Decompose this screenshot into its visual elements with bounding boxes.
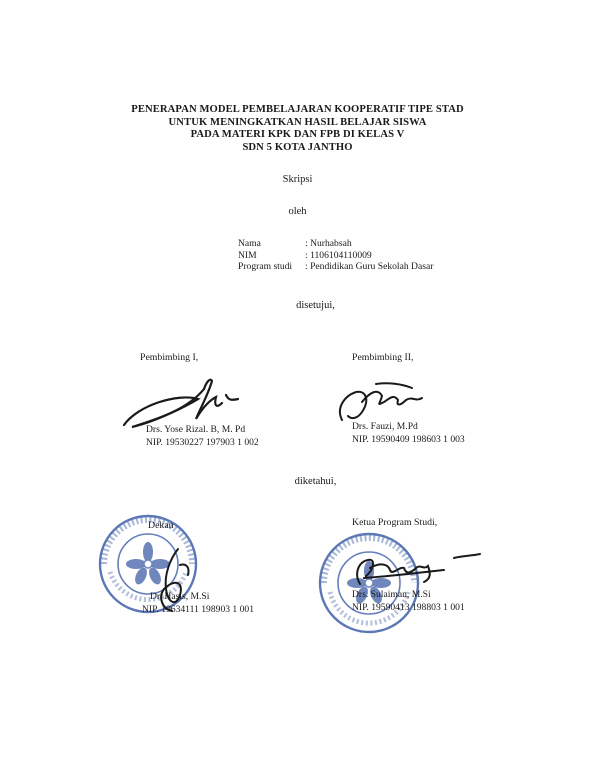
advisor1-nip: NIP. 19530227 197903 1 002 [146, 437, 259, 448]
name-row [238, 238, 433, 250]
advisor2-nip: NIP. 19590409 198603 1 003 [352, 434, 465, 445]
advisor2-role: Pembimbing II, [352, 352, 414, 363]
program-head-name: Drs. Sulaiman, M.Si [352, 589, 431, 600]
dean-nip: NIP. 19634111 198903 1 001 [142, 604, 255, 615]
dean-name: Dr. Hasis, M.Si [150, 591, 210, 602]
nim-row [238, 250, 433, 262]
name-value: : Nurhabsah [305, 238, 352, 249]
title-line-1: PENERAPAN MODEL PEMBELAJARAN KOOPERATIF TIPE STAD [131, 104, 464, 115]
nim-label: NIM [238, 249, 257, 261]
advisor1-name: Drs. Yose Rizal. B, M. Pd [146, 424, 246, 435]
title-line-4: SDN 5 KOTA JANTHO [242, 141, 353, 153]
prodi-label: Program studi [238, 261, 293, 272]
advisor2-name: Drs. Fauzi, M.Pd [352, 421, 418, 432]
program-head-nip: NIP. 19590413 198803 1 001 [352, 602, 465, 613]
prodi-row [238, 261, 433, 273]
dean-role: Dekan [148, 520, 174, 531]
title-line-2: UNTUK MENINGKATKAN HASIL BELAJAR SISWA [168, 116, 427, 128]
student-identity [238, 238, 433, 273]
program-head-signature-icon [344, 548, 484, 592]
advisor2-signature-icon [332, 372, 432, 428]
program-head-role: Ketua Program Studi, [352, 517, 438, 528]
by-label: oleh [288, 206, 307, 217]
prodi-value: : Pendidikan Guru Sekolah Dasar [305, 261, 434, 272]
title-line-3: PADA MATERI KPK DAN FPB DI KELAS V [190, 129, 405, 141]
document-type: Skripsi [282, 174, 313, 185]
acknowledged-label: diketahui, [294, 476, 337, 487]
advisor1-role: Pembimbing I, [140, 352, 199, 363]
approved-label: disetujui, [296, 300, 335, 311]
thesis-title [0, 104, 595, 154]
name-label: Nama [238, 238, 261, 249]
nim-value: : 1106104110009 [305, 249, 372, 261]
